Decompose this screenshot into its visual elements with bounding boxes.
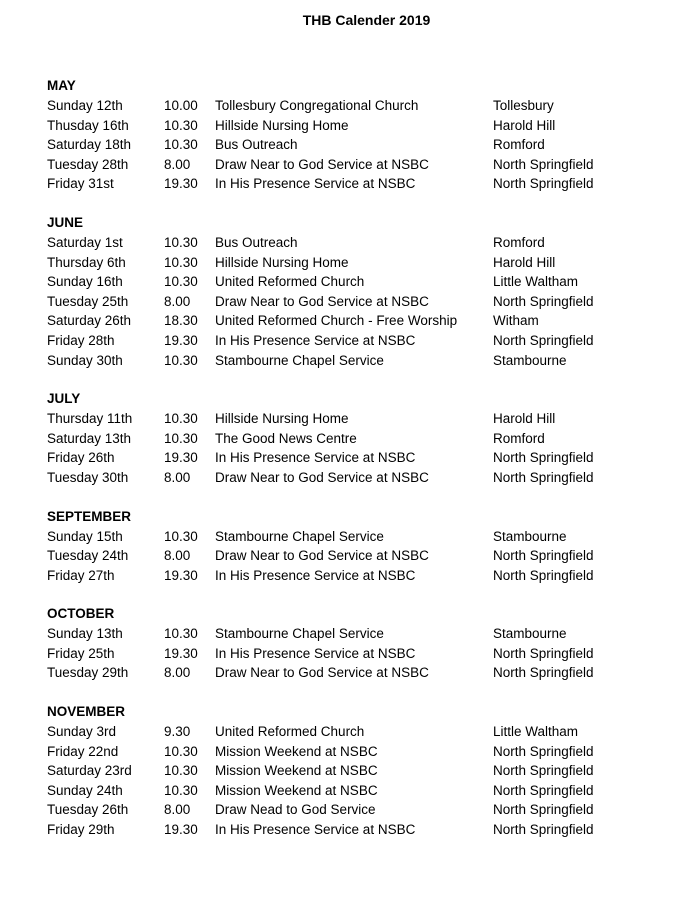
event-time: 10.30 [164,117,198,133]
event-time: 10.30 [164,234,198,250]
event-time: 10.30 [164,528,198,544]
event-row [47,233,545,253]
event-name: In His Presence Service at NSBC [215,822,416,838]
event-date: Saturday 18th [47,137,132,153]
event-time: 10.30 [164,626,198,642]
event-location: Romford [493,234,545,250]
month-heading: OCTOBER [47,606,115,622]
event-name: Bus Outreach [215,234,298,250]
event-row [47,781,594,801]
event-row [47,566,594,586]
event-location: North Springfield [493,450,594,466]
event-date: Friday 25th [47,645,115,661]
event-row [47,116,556,136]
event-name: Draw Near to God Service at NSBC [215,469,429,485]
event-date: Friday 22nd [47,743,119,759]
month-heading: JULY [47,391,81,407]
event-date: Thursday 11th [47,411,133,427]
event-time: 8.00 [164,802,191,818]
event-name: Bus Outreach [215,137,298,153]
event-row [47,820,594,840]
event-time: 8.00 [164,548,191,564]
event-row [47,546,594,566]
event-time: 10.30 [164,254,198,270]
event-name: Draw Near to God Service at NSBC [215,548,429,564]
event-location: Romford [493,430,545,446]
event-time: 8.00 [164,469,191,485]
event-location: Harold Hill [493,117,556,133]
event-date: Thusday 16th [47,117,129,133]
event-location: North Springfield [493,763,594,779]
event-name: In His Presence Service at NSBC [215,176,416,192]
event-row [47,331,594,351]
event-name: Mission Weekend at NSBC [215,743,378,759]
event-time: 10.30 [164,137,198,153]
event-location: North Springfield [493,567,594,583]
event-name: Stambourne Chapel Service [215,626,384,642]
event-row [47,135,545,155]
event-location: Tollesbury [493,98,554,113]
event-name: United Reformed Church [215,724,365,740]
event-time: 8.00 [164,156,191,172]
event-location: Witham [493,313,539,329]
event-time: 19.30 [164,176,198,192]
event-date: Tuesday 24th [47,548,129,564]
event-time: 19.30 [164,332,198,348]
event-date: Tuesday 30th [47,469,129,485]
event-row [47,722,579,742]
event-time: 10.00 [164,98,198,113]
event-time: 10.30 [164,763,198,779]
event-time: 10.30 [164,430,198,446]
event-row [47,742,594,762]
event-date: Friday 29th [47,822,115,838]
section-gap [47,194,131,213]
event-time: 8.00 [164,293,191,309]
event-date: Sunday 24th [47,782,123,798]
event-date: Sunday 12th [47,98,123,113]
event-date: Saturday 1st [47,234,123,250]
event-time: 10.30 [164,352,198,368]
event-date: Friday 27th [47,567,115,583]
event-row [47,96,554,116]
event-time: 18.30 [164,313,198,329]
month-heading: SEPTEMBER [47,508,132,524]
event-name: United Reformed Church - Free Worship [215,313,458,329]
event-date: Tuesday 25th [47,293,129,309]
event-date: Sunday 3rd [47,724,117,740]
event-time: 10.30 [164,782,198,798]
event-location: Harold Hill [493,254,556,270]
event-date: Friday 28th [47,332,115,348]
event-date: Saturday 13th [47,430,132,446]
event-date: Friday 26th [47,450,115,466]
event-row [47,311,539,331]
section-gap [47,370,131,389]
event-row [47,624,567,644]
event-location: Romford [493,137,545,153]
event-name: In His Presence Service at NSBC [215,567,416,583]
event-time: 19.30 [164,822,198,838]
event-location: Stambourne [493,626,567,642]
event-location: Harold Hill [493,411,556,427]
event-location: North Springfield [493,332,594,348]
month-heading: JUNE [47,214,84,230]
event-date: Sunday 13th [47,626,123,642]
event-date: Tuesday 28th [47,156,129,172]
event-location: Little Waltham [493,724,579,740]
event-row [47,253,556,273]
event-location: North Springfield [493,645,594,661]
event-date: Saturday 26th [47,313,132,329]
event-name: Draw Nead to God Service [215,802,376,818]
event-name: Stambourne Chapel Service [215,528,384,544]
event-name: Stambourne Chapel Service [215,352,384,368]
event-row [47,468,594,488]
section-gap [47,683,131,702]
event-time: 8.00 [164,665,191,681]
event-row [47,351,567,371]
event-name: In His Presence Service at NSBC [215,450,416,466]
event-date: Tuesday 29th [47,665,129,681]
event-location: North Springfield [493,802,594,818]
event-location: North Springfield [493,782,594,798]
calendar-content [47,76,594,840]
event-date: Sunday 30th [47,352,123,368]
event-name: Draw Near to God Service at NSBC [215,665,429,681]
event-location: North Springfield [493,176,594,192]
event-row [47,663,594,683]
event-date: Sunday 15th [47,528,123,544]
event-row [47,761,594,781]
event-location: Stambourne [493,352,567,368]
event-date: Sunday 16th [47,274,123,290]
event-name: Draw Near to God Service at NSBC [215,156,429,172]
event-location: North Springfield [493,822,594,838]
event-date: Saturday 23rd [47,763,132,779]
event-name: United Reformed Church [215,274,365,290]
event-location: North Springfield [493,665,594,681]
page-title: THB Calender 2019 [302,12,431,28]
event-row [47,174,594,194]
event-name: The Good News Centre [215,430,357,446]
event-name: In His Presence Service at NSBC [215,645,416,661]
event-time: 19.30 [164,450,198,466]
event-location: North Springfield [493,469,594,485]
event-date: Tuesday 26th [47,802,129,818]
event-date: Friday 31st [47,176,114,192]
event-name: Hillside Nursing Home [215,254,349,270]
event-row [47,644,594,664]
event-row [47,448,594,468]
section-gap [47,585,131,604]
event-name: Mission Weekend at NSBC [215,782,378,798]
event-row [47,272,579,292]
event-location: Little Waltham [493,274,579,290]
event-location: North Springfield [493,293,594,309]
event-time: 19.30 [164,645,198,661]
event-name: Hillside Nursing Home [215,117,349,133]
event-time: 9.30 [164,724,191,740]
event-row [47,409,556,429]
event-name: In His Presence Service at NSBC [215,332,416,348]
event-row [47,527,567,547]
event-name: Draw Near to God Service at NSBC [215,293,429,309]
event-row [47,155,594,175]
event-time: 19.30 [164,567,198,583]
event-time: 10.30 [164,411,198,427]
event-location: North Springfield [493,743,594,759]
event-row [47,429,545,449]
event-time: 10.30 [164,743,198,759]
section-gap [47,488,131,507]
month-heading: NOVEMBER [47,704,126,720]
event-location: North Springfield [493,156,594,172]
event-location: Stambourne [493,528,567,544]
event-name: Hillside Nursing Home [215,411,349,427]
month-heading: MAY [47,78,76,93]
event-time: 10.30 [164,274,198,290]
event-name: Tollesbury Congregational Church [215,98,419,113]
event-row [47,800,594,820]
event-date: Thursday 6th [47,254,126,270]
event-location: North Springfield [493,548,594,564]
event-name: Mission Weekend at NSBC [215,763,378,779]
event-row [47,292,594,312]
